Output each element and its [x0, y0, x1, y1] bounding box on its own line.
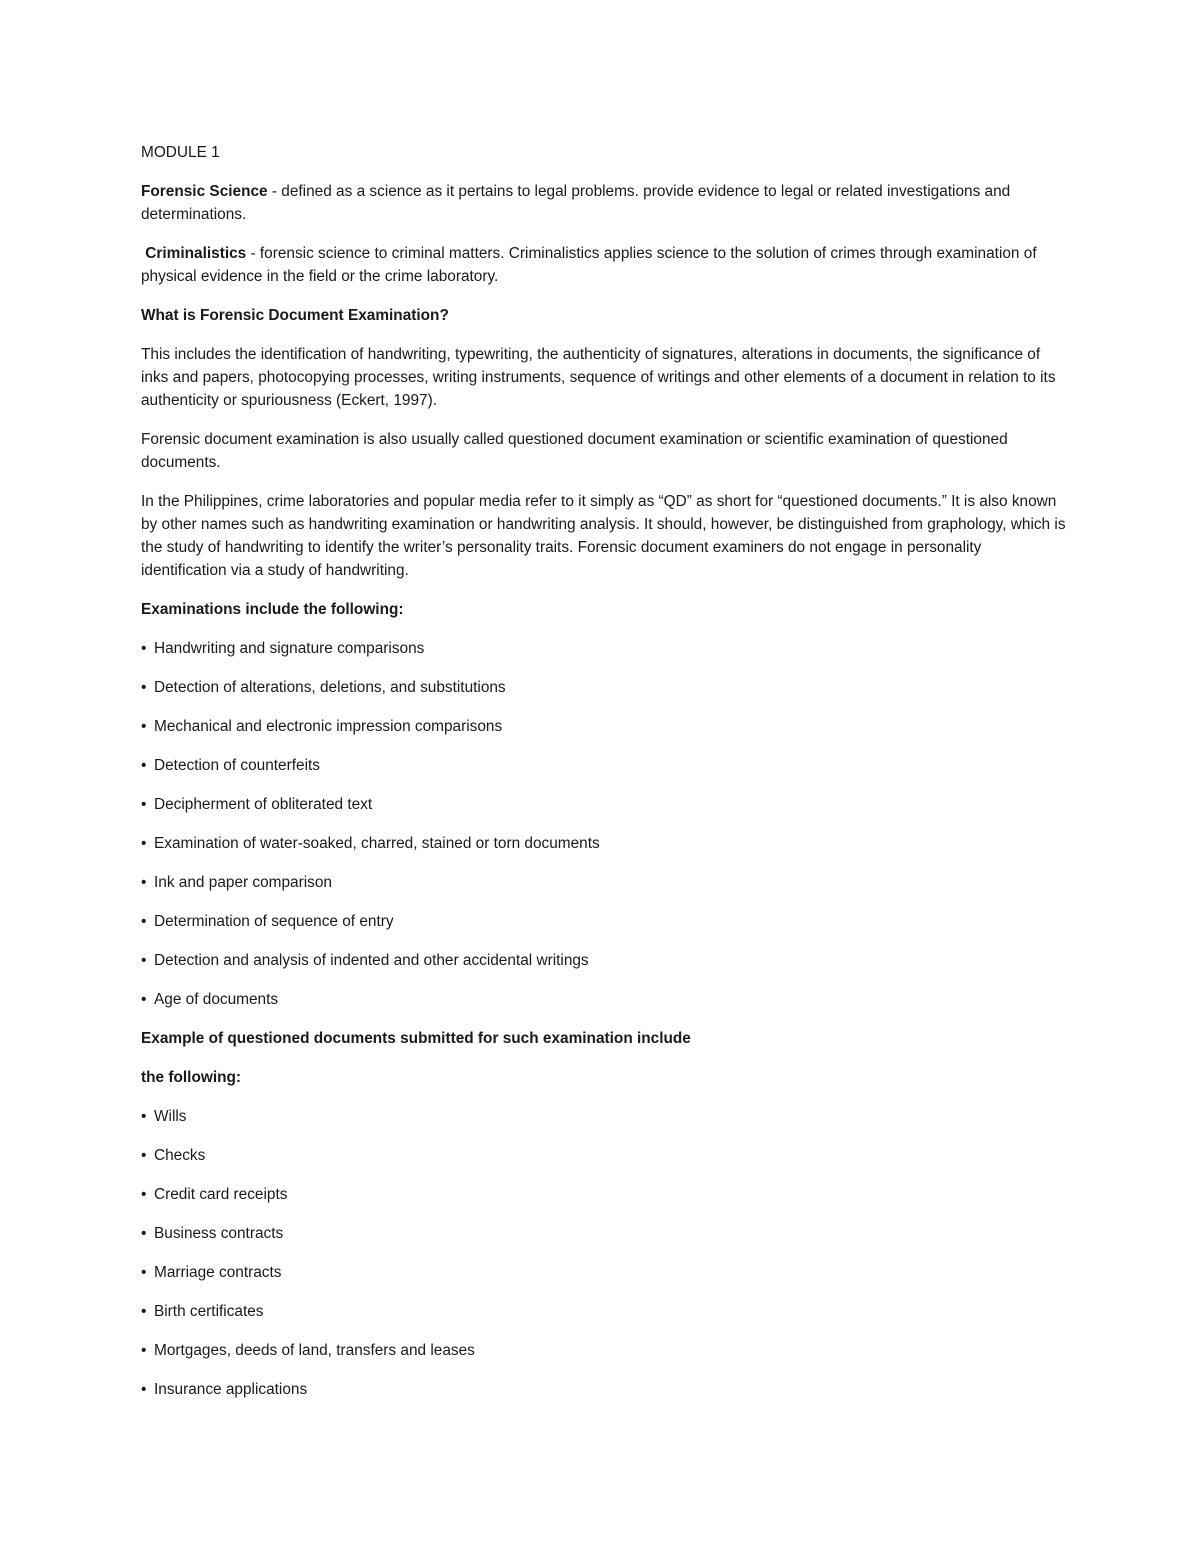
list-item: • Business contracts: [141, 1222, 1066, 1245]
list-item: • Handwriting and signature comparisons: [141, 637, 1066, 660]
bullet-icon: •: [141, 718, 147, 735]
bullet-icon: •: [141, 991, 147, 1008]
list-item: • Determination of sequence of entry: [141, 910, 1066, 933]
heading-examinations: Examinations include the following:: [141, 601, 404, 618]
bullet-icon: •: [141, 640, 147, 657]
list-item: • Mechanical and electronic impression comparisons: [141, 715, 1066, 738]
list-item: • Decipherment of obliterated text: [141, 793, 1066, 816]
list-item: • Credit card receipts: [141, 1183, 1066, 1206]
module-title: MODULE 1: [141, 144, 220, 161]
list-item: • Checks: [141, 1144, 1066, 1167]
examples-list: [141, 1105, 1066, 1401]
bullet-icon: •: [141, 1108, 147, 1125]
heading-examples-line1: Example of questioned documents submitted for such examination include: [141, 1030, 691, 1047]
bullet-icon: •: [141, 1342, 147, 1359]
list-item: • Age of documents: [141, 988, 1066, 1011]
bullet-icon: •: [141, 1381, 147, 1398]
bullet-icon: •: [141, 1225, 147, 1242]
bullet-icon: •: [141, 1186, 147, 1203]
list-item: • Birth certificates: [141, 1300, 1066, 1323]
bullet-icon: •: [141, 1147, 147, 1164]
document-body: [141, 141, 1066, 1417]
list-item: • Insurance applications: [141, 1378, 1066, 1401]
heading-examples-line2: the following:: [141, 1069, 242, 1086]
paragraph-criminalistics: [141, 242, 1066, 288]
bullet-icon: •: [141, 796, 147, 813]
paragraph-includes: This includes the identification of handwriting, typewriting, the authenticity of signatures, alterations in documents, the significance of inks and papers, photocopying processes, writing instruments, sequence of writings and other elements of a document in relation to its authenticity or spuriousness (Eckert, 1997).: [141, 346, 1056, 409]
list-item: • Marriage contracts: [141, 1261, 1066, 1284]
list-item: • Detection and analysis of indented and other accidental writings: [141, 949, 1066, 972]
paragraph-also-called: Forensic document examination is also usually called questioned document examination or scientific examination of questioned documents.: [141, 431, 1008, 471]
bullet-icon: •: [141, 874, 147, 891]
bullet-icon: •: [141, 757, 147, 774]
definition-criminalistics: - forensic science to criminal matters. Criminalistics applies science to the solution of crimes through examination of physical evidence in the field or the crime laboratory.: [141, 245, 1037, 285]
heading-forensic-document-examination: What is Forensic Document Examination?: [141, 307, 449, 324]
bullet-icon: •: [141, 952, 147, 969]
term-criminalistics: Criminalistics: [145, 245, 247, 262]
paragraph-philippines: In the Philippines, crime laboratories and popular media refer to it simply as “QD” as short for “questioned documents.” It is also known by other names such as handwriting examination or handwriting analysis. It should, however, be distinguished from graphology, which is the study of handwriting to identify the writer’s personality traits. Forensic document examiners do not engage in personality identification via a study of handwriting.: [141, 493, 1066, 579]
bullet-icon: •: [141, 1303, 147, 1320]
definition-forensic-science: - defined as a science as it pertains to legal problems. provide evidence to legal or related investigations and determinations.: [141, 183, 1011, 223]
list-item: • Examination of water-soaked, charred, stained or torn documents: [141, 832, 1066, 855]
bullet-icon: •: [141, 679, 147, 696]
examinations-list: [141, 637, 1066, 1011]
term-forensic-science: Forensic Science: [141, 183, 268, 200]
list-item: • Detection of counterfeits: [141, 754, 1066, 777]
bullet-icon: •: [141, 1264, 147, 1281]
paragraph-forensic-science: [141, 180, 1066, 226]
list-item: • Ink and paper comparison: [141, 871, 1066, 894]
list-item: • Detection of alterations, deletions, and substitutions: [141, 676, 1066, 699]
bullet-icon: •: [141, 913, 147, 930]
list-item: • Mortgages, deeds of land, transfers and leases: [141, 1339, 1066, 1362]
bullet-icon: •: [141, 835, 147, 852]
list-item: • Wills: [141, 1105, 1066, 1128]
